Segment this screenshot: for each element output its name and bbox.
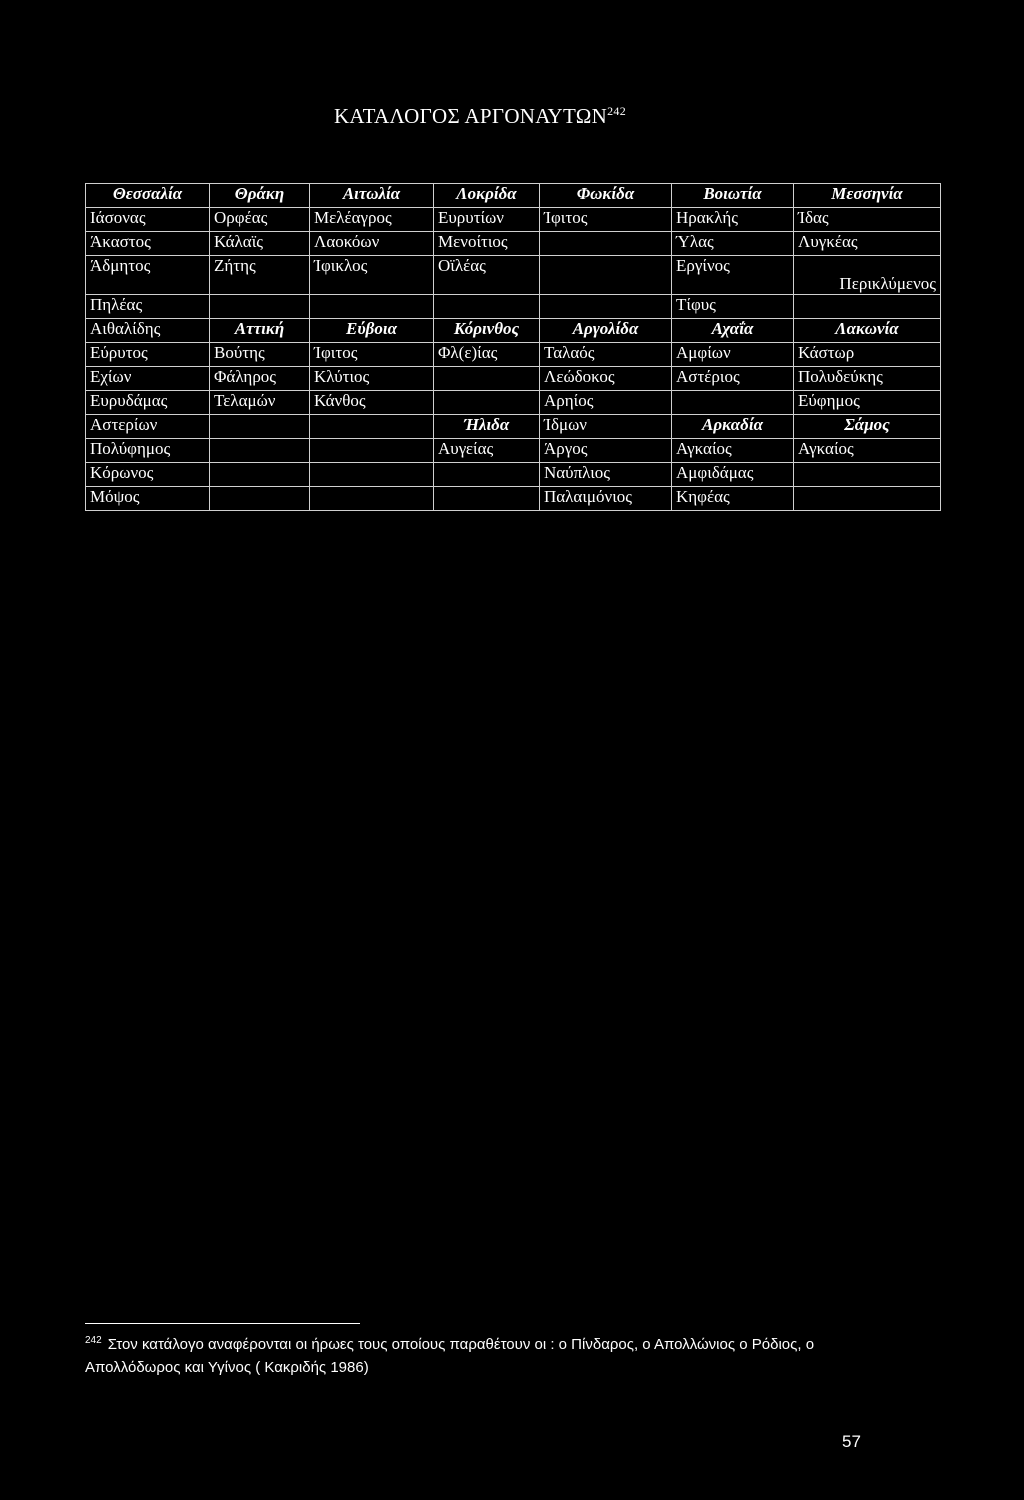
- title-footnote-ref: 242: [607, 104, 627, 118]
- table-cell: Τίφυς: [672, 295, 794, 319]
- table-row: [86, 184, 941, 208]
- page-number: 57: [842, 1432, 861, 1451]
- table-cell: Κηφέας: [672, 487, 794, 511]
- footnote-text: Στον κατάλογο αναφέρονται οι ήρωες τους οποίους παραθέτουν οι : ο Πίνδαρος, ο Απολλώνιος ο Ρόδιος, ο Απολλόδωρος και Υγίνος ( Κακριδής 1986): [85, 1336, 815, 1376]
- table-cell: Μενοίτιος: [434, 232, 540, 256]
- table-cell: [310, 463, 434, 487]
- table-row: [86, 343, 941, 367]
- table-cell: [434, 391, 540, 415]
- table-cell: Κλύτιος: [310, 367, 434, 391]
- table-cell: Ίδας: [794, 208, 941, 232]
- table-cell: Βοιωτία: [672, 184, 794, 208]
- table-cell: Ορφέας: [210, 208, 310, 232]
- table-cell: Άκαστος: [86, 232, 210, 256]
- table-cell: Ίφιτος: [310, 343, 434, 367]
- table-cell: Αρκαδία: [672, 415, 794, 439]
- table-cell: Πηλέας: [86, 295, 210, 319]
- table-row: [86, 319, 941, 343]
- table-cell: [310, 439, 434, 463]
- table-cell: [794, 463, 941, 487]
- table-cell: [434, 463, 540, 487]
- table-cell: Ίδμων: [540, 415, 672, 439]
- table-cell: Ζήτης: [210, 256, 310, 295]
- table-cell: Αστέριος: [672, 367, 794, 391]
- table-cell: Εχίων: [86, 367, 210, 391]
- table-cell: Εύβοια: [310, 319, 434, 343]
- table-cell: Άδμητος: [86, 256, 210, 295]
- table-cell: Αιτωλία: [310, 184, 434, 208]
- table-cell: Αμφίων: [672, 343, 794, 367]
- table-cell: Ευρυτίων: [434, 208, 540, 232]
- table-cell: Αμφιδάμας: [672, 463, 794, 487]
- table-cell: Πολύφημος: [86, 439, 210, 463]
- table-cell: Βούτης: [210, 343, 310, 367]
- footnote-divider: [85, 1323, 360, 1324]
- table-cell: [794, 295, 941, 319]
- table-cell: Περικλύμενος: [794, 256, 941, 295]
- table-cell: Ήλιδα: [434, 415, 540, 439]
- table-cell: Αγκαίος: [672, 439, 794, 463]
- table-cell: Αστερίων: [86, 415, 210, 439]
- table-cell: [434, 295, 540, 319]
- table-cell: Λεώδοκος: [540, 367, 672, 391]
- table-cell: Φάληρος: [210, 367, 310, 391]
- table-row: [86, 208, 941, 232]
- table-cell: [210, 415, 310, 439]
- table-cell: Αγκαίος: [794, 439, 941, 463]
- table-row: [86, 391, 941, 415]
- table-cell: Παλαιμόνιος: [540, 487, 672, 511]
- table-cell: [434, 487, 540, 511]
- table-cell: Ίφικλος: [310, 256, 434, 295]
- table-cell: Άργος: [540, 439, 672, 463]
- table-cell: Αιθαλίδης: [86, 319, 210, 343]
- table-cell: [210, 487, 310, 511]
- footnote: [85, 1333, 865, 1379]
- table-cell: [672, 391, 794, 415]
- table-cell: [434, 367, 540, 391]
- table-cell: Μόψος: [86, 487, 210, 511]
- table-cell: Μεσσηνία: [794, 184, 941, 208]
- table-row: [86, 367, 941, 391]
- table-cell: [210, 295, 310, 319]
- table-cell: Πολυδεύκης: [794, 367, 941, 391]
- table-cell: Φλ(ε)ίας: [434, 343, 540, 367]
- table-row: [86, 232, 941, 256]
- table-cell: Ιάσονας: [86, 208, 210, 232]
- table-cell: Ηρακλής: [672, 208, 794, 232]
- table-cell: Θεσσαλία: [86, 184, 210, 208]
- title-text: ΚΑΤΑΛΟΓΟΣ ΑΡΓΟΝΑΥΤΩΝ: [333, 104, 608, 128]
- table-cell: Αυγείας: [434, 439, 540, 463]
- table-row: [86, 463, 941, 487]
- table-cell: Μελέαγρος: [310, 208, 434, 232]
- table-cell: Κόρωνος: [86, 463, 210, 487]
- table-row: [86, 487, 941, 511]
- table-cell: Ταλαός: [540, 343, 672, 367]
- table-cell: Ύλας: [672, 232, 794, 256]
- table-cell: Εύρυτος: [86, 343, 210, 367]
- table-row: [86, 439, 941, 463]
- table-cell: [210, 463, 310, 487]
- table-row: [86, 415, 941, 439]
- table-row: [86, 256, 941, 295]
- table-cell: Ίφιτος: [540, 208, 672, 232]
- argonauts-table: [85, 183, 941, 511]
- table-cell: Αττική: [210, 319, 310, 343]
- table-cell: Κάλαϊς: [210, 232, 310, 256]
- page-title: [0, 104, 960, 129]
- table-cell: Λυγκέας: [794, 232, 941, 256]
- table-cell: Λοκρίδα: [434, 184, 540, 208]
- table-cell: Ναύπλιος: [540, 463, 672, 487]
- table-cell: [310, 487, 434, 511]
- table-cell: [794, 487, 941, 511]
- table-cell: Κάστωρ: [794, 343, 941, 367]
- table-cell: [540, 232, 672, 256]
- table-cell: Τελαμών: [210, 391, 310, 415]
- table-cell: Εργίνος: [672, 256, 794, 295]
- table-cell: Θράκη: [210, 184, 310, 208]
- table-cell: [310, 295, 434, 319]
- table-cell: [540, 295, 672, 319]
- table-cell: Ευρυδάμας: [86, 391, 210, 415]
- table-cell: [310, 415, 434, 439]
- table-cell: Αρηίος: [540, 391, 672, 415]
- table-cell: Αργολίδα: [540, 319, 672, 343]
- table-cell: Κόρινθος: [434, 319, 540, 343]
- table-row: [86, 295, 941, 319]
- table-cell: Λακωνία: [794, 319, 941, 343]
- table-cell: Λαοκόων: [310, 232, 434, 256]
- table-cell: [540, 256, 672, 295]
- table-cell: Οϊλέας: [434, 256, 540, 295]
- footnote-ref: 242: [85, 1335, 102, 1346]
- table-cell: Κάνθος: [310, 391, 434, 415]
- table-cell: Φωκίδα: [540, 184, 672, 208]
- table-cell: Αχαΐα: [672, 319, 794, 343]
- table-cell: Σάμος: [794, 415, 941, 439]
- table-cell: Εύφημος: [794, 391, 941, 415]
- table-cell: [210, 439, 310, 463]
